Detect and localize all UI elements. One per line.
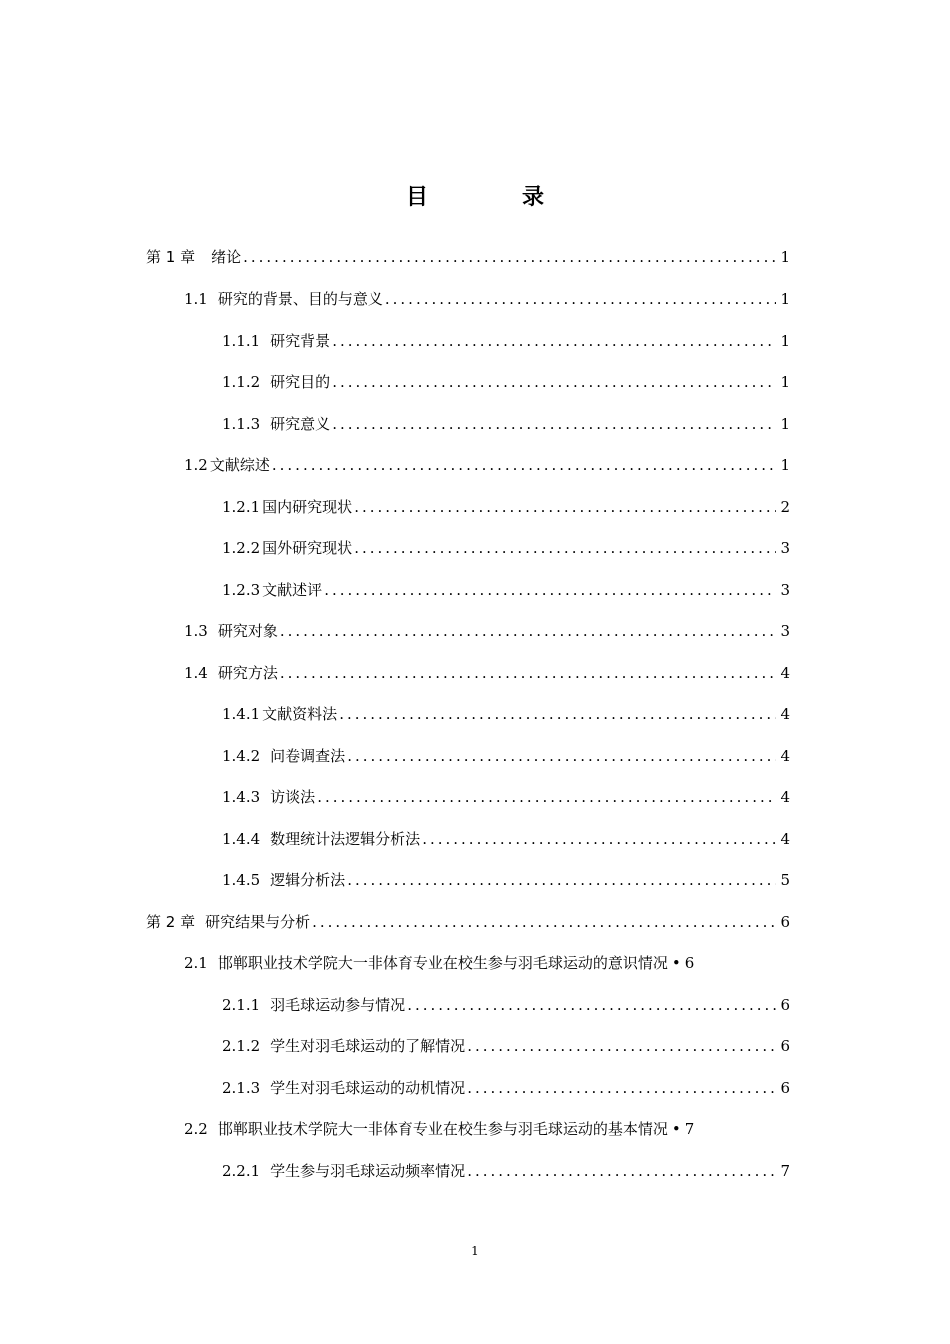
toc-number: 第 1 章 — [146, 248, 196, 266]
toc-number: 1.4.1 — [222, 705, 261, 723]
toc-number: 1.1.1 — [222, 332, 261, 350]
dot-leader — [354, 492, 776, 522]
toc-entry-2-1[interactable] — [184, 948, 828, 978]
dot-leader — [467, 1156, 776, 1186]
toc-entry-1-1-1[interactable] — [222, 326, 790, 356]
dot-leader — [422, 824, 776, 854]
toc-number: 2.1.1 — [222, 996, 261, 1014]
toc-entry-2-2[interactable] — [184, 1114, 828, 1144]
toc-page-number: 5 — [780, 871, 790, 889]
dot-leader — [354, 533, 776, 563]
toc-page-number: 3 — [780, 622, 790, 640]
dot-leader — [272, 450, 777, 480]
toc-page-number: 1 — [780, 373, 790, 391]
bullet-dot: • — [671, 1120, 681, 1138]
toc-label: 学生参与羽毛球运动频率情况 — [270, 1162, 466, 1180]
toc-number: 1.4 — [184, 664, 208, 682]
dot-leader — [243, 242, 776, 272]
toc-entry-chapter-1[interactable] — [146, 242, 790, 272]
dot-leader — [280, 616, 777, 646]
toc-number: 2.1.3 — [222, 1079, 261, 1097]
toc-page-number: 4 — [780, 788, 790, 806]
toc-entry-1-4-2[interactable] — [222, 741, 790, 771]
toc-number: 1.1.2 — [222, 373, 261, 391]
toc-number: 1.4.5 — [222, 871, 261, 889]
toc-label: 邯郸职业技术学院大一非体育专业在校生参与羽毛球运动的基本情况 — [217, 1120, 668, 1138]
toc-entry-1-4-4[interactable] — [222, 824, 790, 854]
toc-entry-2-2-1[interactable] — [222, 1156, 790, 1186]
toc-label: 邯郸职业技术学院大一非体育专业在校生参与羽毛球运动的意识情况 — [217, 954, 668, 972]
dot-leader — [467, 1073, 776, 1103]
toc-number: 2.2 — [184, 1120, 208, 1138]
toc-label: 研究的背景、目的与意义 — [217, 290, 383, 308]
toc-entry-1-1-2[interactable] — [222, 367, 790, 397]
toc-label: 文献述评 — [262, 581, 323, 599]
toc-label: 文献综述 — [209, 456, 270, 474]
toc-page-number: 6 — [780, 913, 790, 931]
toc-page-number: 1 — [780, 290, 790, 308]
toc-page-number: 2 — [780, 498, 790, 516]
dot-leader — [317, 782, 776, 812]
dot-leader — [347, 865, 776, 895]
toc-page-number: 6 — [780, 1079, 790, 1097]
toc-number: 1.1.3 — [222, 415, 261, 433]
toc-entry-1-2-2[interactable] — [222, 533, 790, 563]
toc-label: 逻辑分析法 — [270, 871, 346, 889]
toc-page-number: 1 — [780, 332, 790, 350]
toc-label: 文献资料法 — [262, 705, 338, 723]
toc-page-number: 1 — [780, 415, 790, 433]
toc-entry-1-3[interactable] — [184, 616, 790, 646]
toc-entry-chapter-2[interactable] — [146, 907, 790, 937]
dot-leader — [385, 284, 777, 314]
page-title: 目 录 — [405, 185, 580, 210]
toc-label: 学生对羽毛球运动的了解情况 — [270, 1037, 466, 1055]
toc-number: 1.2.2 — [222, 539, 261, 557]
toc-page-number: 1 — [780, 456, 790, 474]
toc-label: 访谈法 — [270, 788, 316, 806]
dot-leader — [467, 1031, 776, 1061]
toc-entry-1-1[interactable] — [184, 284, 790, 314]
toc-entry-1-4-3[interactable] — [222, 782, 790, 812]
toc-entry-1-4-1[interactable] — [222, 699, 790, 729]
toc-number: 1.2.3 — [222, 581, 261, 599]
footer-page-number: 1 — [471, 1244, 479, 1258]
toc-label: 问卷调查法 — [270, 747, 346, 765]
toc-number: 2.1.2 — [222, 1037, 261, 1055]
toc-number: 1.4.2 — [222, 747, 261, 765]
dot-leader — [332, 409, 776, 439]
toc-label: 研究背景 — [270, 332, 331, 350]
toc-page-number: 4 — [780, 830, 790, 848]
toc-page-number: 3 — [780, 581, 790, 599]
toc-number: 2.2.1 — [222, 1162, 261, 1180]
dot-leader — [347, 741, 776, 771]
toc-entry-1-2[interactable] — [184, 450, 790, 480]
dot-leader — [324, 575, 776, 605]
toc-label: 国外研究现状 — [262, 539, 353, 557]
toc-entry-2-1-1[interactable] — [222, 990, 790, 1020]
toc-entry-2-1-3[interactable] — [222, 1073, 790, 1103]
toc-page-number: 4 — [780, 747, 790, 765]
toc-label: 数理统计法逻辑分析法 — [270, 830, 421, 848]
toc-page-number: 1 — [780, 248, 790, 266]
toc-number: 2.1 — [184, 954, 208, 972]
toc-page-number: 7 — [780, 1162, 790, 1180]
toc-number: 1.1 — [184, 290, 208, 308]
toc-page-number: 7 — [684, 1120, 695, 1138]
toc-label: 研究目的 — [270, 373, 331, 391]
toc-entry-2-1-2[interactable] — [222, 1031, 790, 1061]
toc-label: 学生对羽毛球运动的动机情况 — [270, 1079, 466, 1097]
toc-number: 1.3 — [184, 622, 208, 640]
toc-number: 1.2 — [184, 456, 208, 474]
dot-leader — [407, 990, 776, 1020]
bullet-dot: • — [671, 954, 681, 972]
toc-label: 研究意义 — [270, 415, 331, 433]
toc-number: 1.4.4 — [222, 830, 261, 848]
toc-page-number: 4 — [780, 705, 790, 723]
toc-page-number: 6 — [780, 996, 790, 1014]
toc-entry-1-2-1[interactable] — [222, 492, 790, 522]
toc-label: 研究结果与分析 — [205, 913, 311, 931]
toc-page-number: 4 — [780, 664, 790, 682]
dot-leader — [339, 699, 776, 729]
toc-label: 绪论 — [211, 248, 242, 266]
toc-entry-1-2-3[interactable] — [222, 575, 790, 605]
toc-page-number: 6 — [684, 954, 695, 972]
dot-leader — [312, 907, 776, 937]
toc-number: 第 2 章 — [146, 913, 196, 931]
dot-leader — [280, 658, 777, 688]
dot-leader — [332, 367, 776, 397]
dot-leader — [332, 326, 776, 356]
toc-label: 研究对象 — [217, 622, 278, 640]
toc-number: 1.2.1 — [222, 498, 261, 516]
toc-page-number: 3 — [780, 539, 790, 557]
toc-page-number: 6 — [780, 1037, 790, 1055]
toc-label: 羽毛球运动参与情况 — [270, 996, 406, 1014]
toc-number: 1.4.3 — [222, 788, 261, 806]
toc-entry-1-1-3[interactable] — [222, 409, 790, 439]
toc-label: 研究方法 — [217, 664, 278, 682]
toc-label: 国内研究现状 — [262, 498, 353, 516]
toc-entry-1-4[interactable] — [184, 658, 790, 688]
toc-entry-1-4-5[interactable] — [222, 865, 790, 895]
